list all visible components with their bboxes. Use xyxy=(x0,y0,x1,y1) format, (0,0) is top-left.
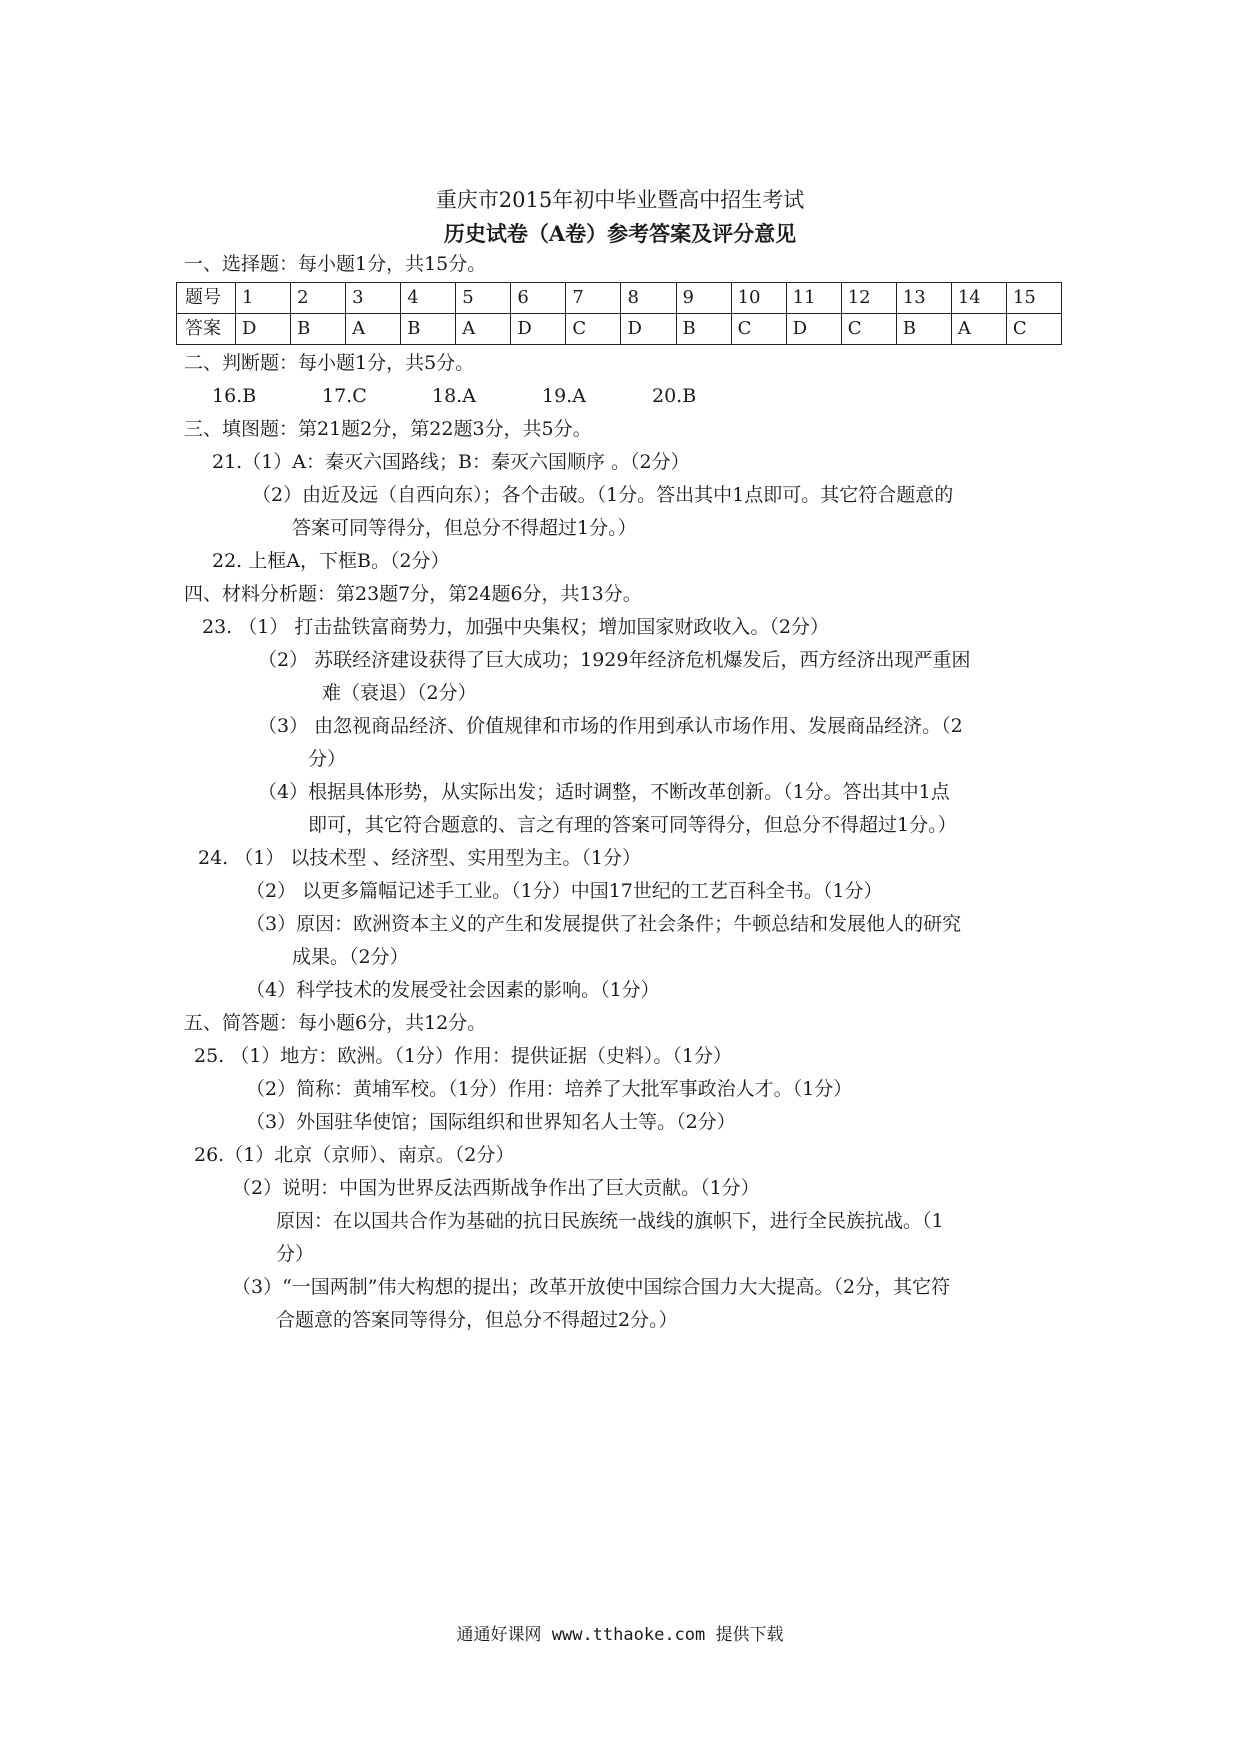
answer-line: （3） 由忽视商品经济、价值规律和市场的作用到承认市场作用、发展商品经济。（2 xyxy=(258,715,963,737)
answer-line: 分） xyxy=(276,1243,315,1265)
judgement-item: 17.C xyxy=(322,385,367,407)
judgement-answers xyxy=(212,382,762,410)
table-cell: A xyxy=(951,314,1006,345)
table-cell: C xyxy=(731,314,786,345)
table-cell: B xyxy=(291,314,346,345)
answer-line: 22. 上框A，下框B。（2分） xyxy=(212,550,450,572)
answer-line: 26.（1）北京（京师）、南京。（2分） xyxy=(194,1144,515,1166)
table-cell: 6 xyxy=(511,283,566,314)
answer-line: 合题意的答案同等得分，但总分不得超过2分。） xyxy=(276,1309,678,1331)
answer-line: （2） 苏联经济建设获得了巨大成功；1929年经济危机爆发后，西方经济出现严重困 xyxy=(258,649,971,671)
table-cell: 4 xyxy=(401,283,456,314)
table-cell: 11 xyxy=(786,283,841,314)
table-cell: A xyxy=(346,314,401,345)
page-title: 重庆市2015年初中毕业暨高中招生考试 xyxy=(435,188,805,212)
table-cell: 7 xyxy=(566,283,621,314)
answer-table xyxy=(176,282,1062,345)
answer-line: 答案可同等得分，但总分不得超过1分。） xyxy=(292,517,637,539)
table-cell: 10 xyxy=(731,283,786,314)
table-cell: 13 xyxy=(896,283,951,314)
table-cell: B xyxy=(401,314,456,345)
section5-heading: 五、简答题：每小题6分，共12分。 xyxy=(184,1012,487,1034)
answer-line: 成果。（2分） xyxy=(292,946,409,968)
answer-line: （3）“一国两制”伟大构想的提出；改革开放使中国综合国力大大提高。（2分，其它符 xyxy=(232,1276,951,1298)
answer-line: 21.（1）A：秦灭六国路线；B：秦灭六国顺序 。（2分） xyxy=(212,451,690,473)
judgement-item: 18.A xyxy=(432,385,476,407)
judgement-item: 20.B xyxy=(652,385,697,407)
table-cell: C xyxy=(566,314,621,345)
answer-line: 分） xyxy=(308,748,347,770)
section3-heading: 三、填图题：第21题2分，第22题3分，共5分。 xyxy=(184,418,592,440)
judgement-item: 16.B xyxy=(212,385,257,407)
answer-line: （3）外国驻华使馆；国际组织和世界知名人士等。（2分） xyxy=(246,1111,736,1133)
table-cell: 15 xyxy=(1006,283,1061,314)
table-cell: 12 xyxy=(841,283,896,314)
section1-heading: 一、选择题：每小题1分，共15分。 xyxy=(184,253,487,275)
answer-line: （2） 以更多篇幅记述手工业。（1分）中国17世纪的工艺百科全书。（1分） xyxy=(246,880,883,902)
answer-line: （2）由近及远（自西向东）；各个击破。（1分。答出其中1点即可。其它符合题意的 xyxy=(252,484,954,506)
table-row-numbers xyxy=(177,283,1062,314)
table-cell: B xyxy=(896,314,951,345)
table-cell: C xyxy=(841,314,896,345)
table-cell: 2 xyxy=(291,283,346,314)
answer-line: （2）简称：黄埔军校。（1分）作用：培养了大批军事政治人才。（1分） xyxy=(246,1078,853,1100)
row-label-answer: 答案 xyxy=(177,314,236,345)
answer-line: 难（衰退）（2分） xyxy=(322,682,477,704)
answer-line: （3）原因：欧洲资本主义的产生和发展提供了社会条件；牛顿总结和发展他人的研究 xyxy=(246,913,962,935)
answer-line: 即可，其它符合题意的、言之有理的答案可同等得分，但总分不得超过1分。） xyxy=(308,814,957,836)
table-cell: D xyxy=(786,314,841,345)
page-subtitle: 历史试卷（A卷）参考答案及评分意见 xyxy=(443,221,797,246)
table-cell: 14 xyxy=(951,283,1006,314)
table-cell: A xyxy=(456,314,511,345)
answer-line: （2）说明：中国为世界反法西斯战争作出了巨大贡献。（1分） xyxy=(232,1177,760,1199)
table-cell: C xyxy=(1006,314,1061,345)
table-cell: 8 xyxy=(621,283,676,314)
row-label-number: 题号 xyxy=(177,283,236,314)
table-row-answers xyxy=(177,314,1062,345)
answer-line: 原因：在以国共合作为基础的抗日民族统一战线的旗帜下，进行全民族抗战。（1 xyxy=(276,1210,944,1232)
table-cell: 5 xyxy=(456,283,511,314)
table-cell: B xyxy=(676,314,731,345)
table-cell: D xyxy=(236,314,291,345)
judgement-item: 19.A xyxy=(542,385,586,407)
answer-line: 24. （1） 以技术型 、经济型、实用型为主。（1分） xyxy=(198,847,642,869)
table-cell: 1 xyxy=(236,283,291,314)
section4-heading: 四、材料分析题：第23题7分，第24题6分，共13分。 xyxy=(184,583,642,605)
download-footer: 通通好课网 www.tthaoke.com 提供下载 xyxy=(456,1625,784,1645)
table-cell: 9 xyxy=(676,283,731,314)
answer-line: （4）科学技术的发展受社会因素的影响。（1分） xyxy=(246,979,660,1001)
answer-line: （4）根据具体形势，从实际出发；适时调整，不断改革创新。（1分。答出其中1点 xyxy=(258,781,950,803)
section2-heading: 二、判断题：每小题1分，共5分。 xyxy=(184,352,475,374)
answer-line: 23. （1） 打击盐铁富商势力，加强中央集权；增加国家财政收入。（2分） xyxy=(202,616,829,638)
table-cell: 3 xyxy=(346,283,401,314)
table-cell: D xyxy=(511,314,566,345)
answer-line: 25. （1）地方：欧洲。（1分）作用：提供证据（史料）。（1分） xyxy=(194,1045,733,1067)
table-cell: D xyxy=(621,314,676,345)
